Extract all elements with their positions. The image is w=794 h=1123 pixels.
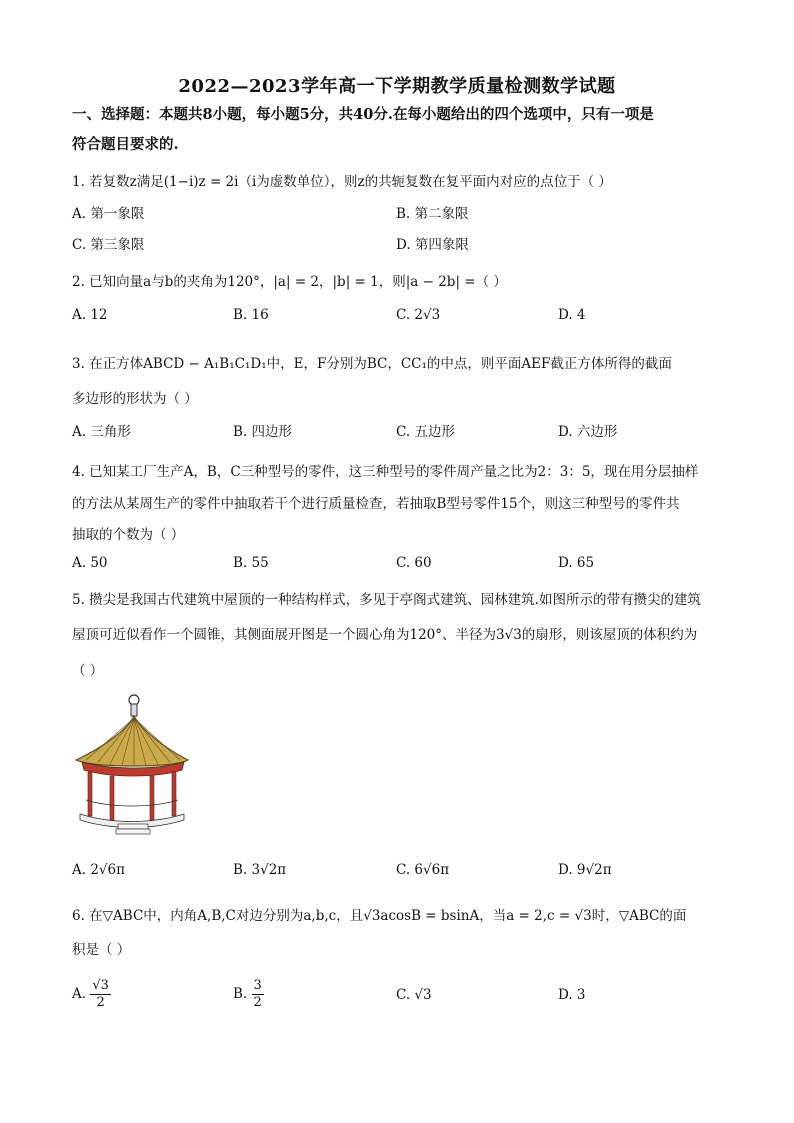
- question-3-option-b[interactable]: B. 四边形: [233, 424, 293, 440]
- question-6-option-b-prefix: B.: [233, 986, 248, 1002]
- railing: [86, 800, 178, 806]
- question-1-option-d[interactable]: D. 第四象限: [396, 237, 469, 253]
- fraction-numerator: 3: [253, 978, 262, 993]
- section-heading: [72, 100, 724, 160]
- question-4-option-b[interactable]: B. 55: [233, 555, 269, 571]
- section-heading-line1: 一、选择题：本题共8小题，每小题5分，共40分.在每小题给出的四个选项中，只有一项是: [72, 106, 654, 123]
- fraction-denominator: 2: [253, 995, 262, 1010]
- roof: [76, 716, 188, 766]
- question-5-option-c[interactable]: C. 6√6π: [396, 862, 450, 878]
- question-4-stem-line2: 的方法从某周生产的零件中抽取若干个进行质量检查，若抽取B型号零件15个，则这三种型号的零件共: [72, 496, 680, 512]
- question-6-option-c[interactable]: C. √3: [396, 987, 432, 1003]
- question-4-option-d[interactable]: D. 65: [558, 555, 595, 571]
- question-3-option-a[interactable]: A. 三角形: [72, 424, 131, 440]
- question-2-stem: 2. 已知向量a与b的夹角为120°，|a| = 2，|b| = 1，则|a − 2b| =（ ）: [72, 274, 507, 290]
- question-5-option-a[interactable]: A. 2√6π: [72, 862, 125, 878]
- question-2-option-a[interactable]: A. 12: [72, 307, 108, 323]
- question-4-stem-line1: 4. 已知某工厂生产A，B，C三种型号的零件，这三种型号的零件周产量之比为2：3：5，现在用分层抽样: [72, 464, 699, 480]
- question-6-option-a[interactable]: [72, 978, 111, 1011]
- pillars: [88, 772, 176, 820]
- question-4-stem-line3: 抽取的个数为（ ）: [72, 527, 185, 543]
- question-5-stem-line3: （ ）: [72, 663, 104, 679]
- question-6-option-d[interactable]: D. 3: [558, 987, 586, 1003]
- section-heading-line2: 符合题目要求的.: [72, 136, 179, 153]
- question-6-option-b-fraction: [252, 978, 264, 1011]
- question-3-stem-line1: 3. 在正方体ABCD − A₁B₁C₁D₁中，E，F分别为BC，CC₁的中点，则平面AEF截正方体所得的截面: [72, 356, 672, 372]
- question-6-option-a-fraction: [90, 978, 111, 1011]
- question-5-option-b[interactable]: B. 3√2π: [233, 862, 287, 878]
- question-5-option-d[interactable]: D. 9√2π: [558, 862, 612, 878]
- steps: [116, 824, 150, 834]
- fraction-numerator: √3: [92, 978, 109, 993]
- pavilion-figure: [72, 690, 190, 838]
- question-6-stem-line1: 6. 在▽ABC中，内角A,B,C对边分别为a,b,c，且√3acosB = bsinA，当a = 2,c = √3时，▽ABC的面: [72, 908, 687, 924]
- question-3-option-d[interactable]: D. 六边形: [558, 424, 618, 440]
- question-5-stem-line2: 屋顶可近似看作一个圆锥，其侧面展开图是一个圆心角为120°、半径为3√3的扇形，则该屋顶的体积约为: [72, 627, 698, 643]
- exam-title: 2022—2023学年高一下学期教学质量检测数学试题: [178, 76, 616, 97]
- question-2-option-d[interactable]: D. 4: [558, 307, 586, 323]
- question-1-option-a[interactable]: A. 第一象限: [72, 206, 145, 222]
- fraction-denominator: 2: [96, 995, 105, 1010]
- question-2-option-b[interactable]: B. 16: [233, 307, 269, 323]
- question-2-option-c[interactable]: C. 2√3: [396, 307, 441, 323]
- question-3-option-c[interactable]: C. 五边形: [396, 424, 455, 440]
- question-6-stem-line2: 积是（ ）: [72, 942, 131, 958]
- question-5-stem-line1: 5. 攒尖是我国古代建筑中屋顶的一种结构样式，多见于亭阁式建筑、园林建筑.如图所示的带有攒尖的建筑: [72, 592, 701, 608]
- question-3-stem-line2: 多边形的形状为（ ）: [72, 391, 198, 407]
- question-4-option-a[interactable]: A. 50: [72, 555, 108, 571]
- question-1-stem: 1. 若复数z满足(1−i)z = 2i（i为虚数单位），则z的共轭复数在复平面内对应的点位于（ ）: [72, 174, 612, 190]
- question-4-option-c[interactable]: C. 60: [396, 555, 432, 571]
- question-6-option-a-prefix: A.: [72, 986, 87, 1002]
- question-6-option-b[interactable]: [233, 978, 264, 1011]
- question-1-option-c[interactable]: C. 第三象限: [72, 237, 145, 253]
- finial-post: [131, 704, 137, 716]
- question-1-option-b[interactable]: B. 第二象限: [396, 206, 469, 222]
